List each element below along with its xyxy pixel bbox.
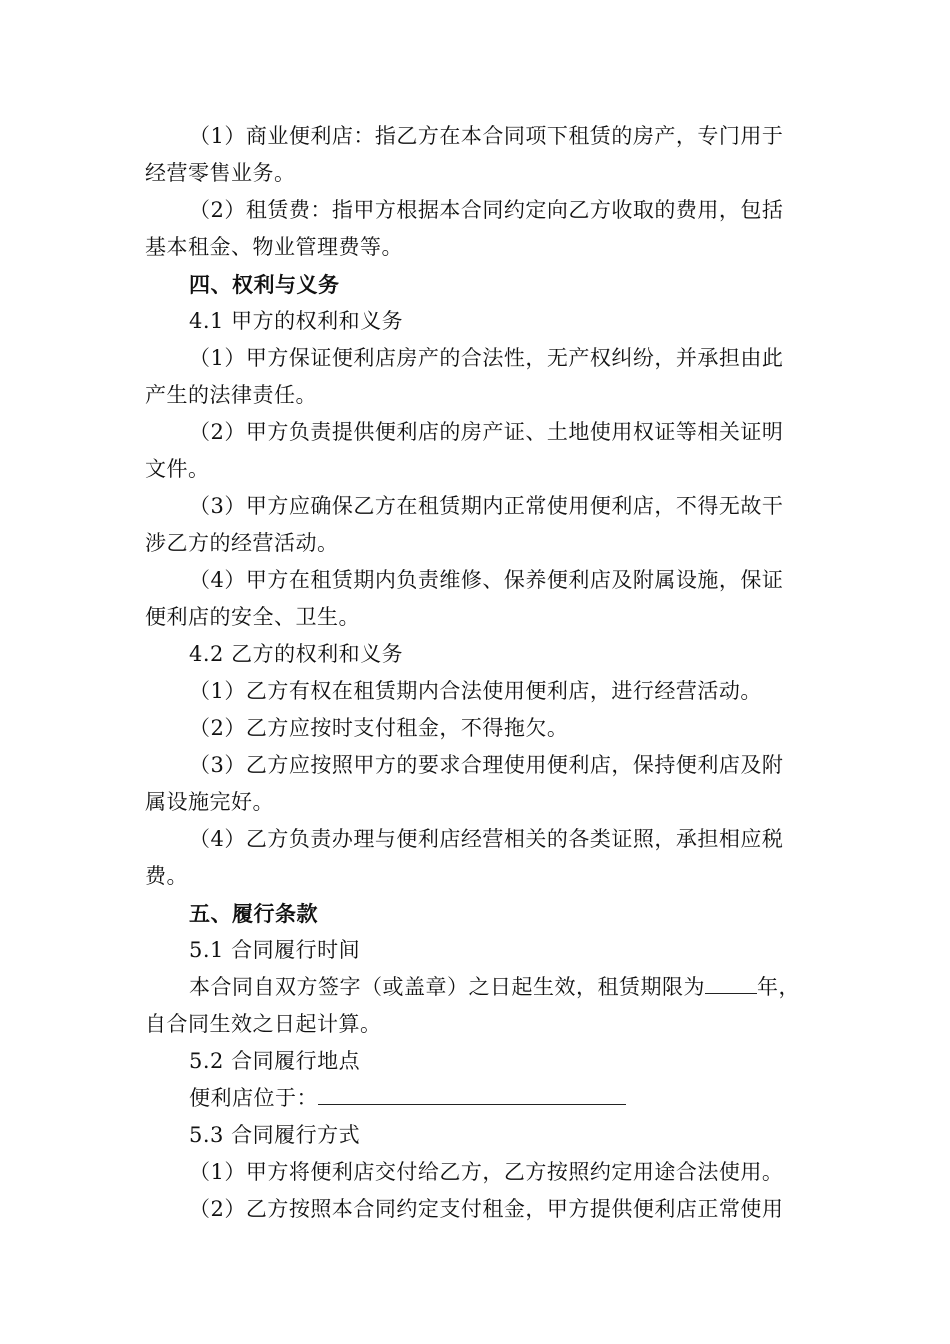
definition-1-line-2: 经营零售业务。 bbox=[145, 161, 296, 185]
subsection-4-1-heading: 4.1 甲方的权利和义务 bbox=[189, 309, 404, 333]
clause-5-1-line-2: 自合同生效之日起计算。 bbox=[145, 1012, 382, 1036]
subsection-5-2-heading: 5.2 合同履行地点 bbox=[189, 1049, 361, 1073]
clause-5-3-1: （1）甲方将便利店交付给乙方，乙方按照约定用途合法使用。 bbox=[189, 1160, 784, 1184]
clause-4-1-1-line-2: 产生的法律责任。 bbox=[145, 383, 317, 407]
clause-4-1-2-line-2: 文件。 bbox=[145, 457, 210, 481]
clause-4-2-4-line-2: 费。 bbox=[145, 864, 188, 888]
definition-2-line-2: 基本租金、物业管理费等。 bbox=[145, 235, 403, 259]
clause-4-2-1: （1）乙方有权在租赁期内合法使用便利店，进行经营活动。 bbox=[189, 679, 762, 703]
clause-5-1-text: 本合同自双方签字（或盖章）之日起生效，租赁期限为 bbox=[189, 975, 705, 999]
section-5-heading: 五、履行条款 bbox=[189, 901, 318, 926]
clause-4-2-3-line-1: （3）乙方应按照甲方的要求合理使用便利店，保持便利店及附 bbox=[189, 753, 784, 777]
clause-4-1-3-line-2: 涉乙方的经营活动。 bbox=[145, 531, 339, 555]
clause-4-1-4-line-2: 便利店的安全、卫生。 bbox=[145, 605, 360, 629]
clause-4-1-4-line-1: （4）甲方在租赁期内负责维修、保养便利店及附属设施，保证 bbox=[189, 568, 784, 592]
clause-5-1-unit: 年， bbox=[757, 975, 800, 999]
clause-5-1-line-1 bbox=[145, 969, 805, 1006]
clause-4-2-2: （2）乙方应按时支付租金，不得拖欠。 bbox=[189, 716, 569, 740]
clause-4-2-4-line-1: （4）乙方负责办理与便利店经营相关的各类证照，承担相应税 bbox=[189, 827, 784, 851]
location-label: 便利店位于： bbox=[189, 1086, 318, 1110]
clause-5-3-2: （2）乙方按照本合同约定支付租金，甲方提供便利店正常使用 bbox=[189, 1197, 784, 1221]
clause-4-1-2-line-1: （2）甲方负责提供便利店的房产证、土地使用权证等相关证明 bbox=[189, 420, 784, 444]
definition-2-line-1: （2）租赁费：指甲方根据本合同约定向乙方收取的费用，包括 bbox=[189, 198, 784, 222]
location-blank[interactable] bbox=[318, 1084, 626, 1105]
clause-4-1-1-line-1: （1）甲方保证便利店房产的合法性，无产权纠纷，并承担由此 bbox=[189, 346, 784, 370]
section-4-heading: 四、权利与义务 bbox=[189, 272, 340, 297]
subsection-4-2-heading: 4.2 乙方的权利和义务 bbox=[189, 642, 404, 666]
clause-4-2-3-line-2: 属设施完好。 bbox=[145, 790, 274, 814]
clause-4-1-3-line-1: （3）甲方应确保乙方在租赁期内正常使用便利店，不得无故干 bbox=[189, 494, 784, 518]
definition-1-line-1: （1）商业便利店：指乙方在本合同项下租赁的房产，专门用于 bbox=[189, 124, 784, 148]
document-page bbox=[145, 118, 805, 1228]
subsection-5-1-heading: 5.1 合同履行时间 bbox=[189, 938, 361, 962]
lease-term-blank[interactable] bbox=[705, 973, 757, 994]
subsection-5-3-heading: 5.3 合同履行方式 bbox=[189, 1123, 361, 1147]
location-line bbox=[145, 1080, 805, 1117]
